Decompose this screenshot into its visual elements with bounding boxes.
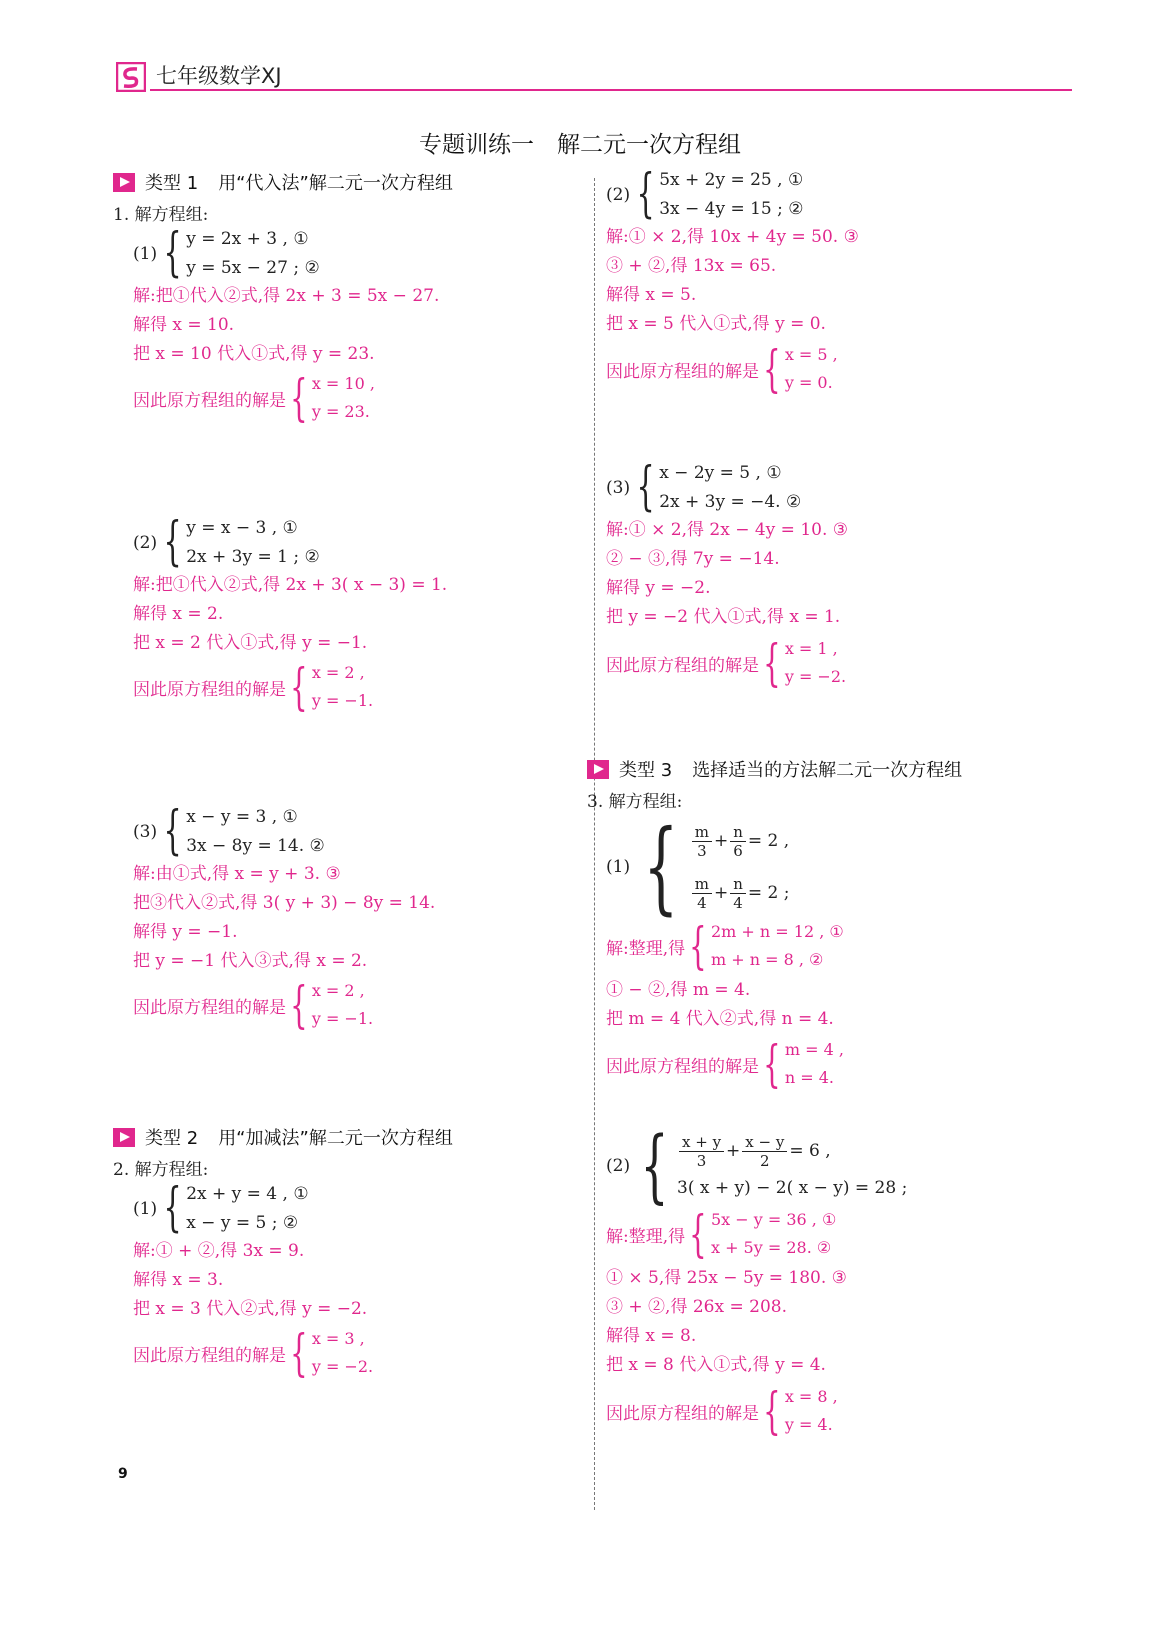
solution-step: 把 y = −2 代入①式,得 x = 1. — [606, 607, 841, 627]
left-brace-icon: { — [163, 801, 182, 862]
equation-system: (2) { 5x + 2y = 25 , ① 3x − 4y = 15 ; ② — [606, 164, 804, 225]
left-brace-icon: { — [643, 808, 679, 925]
solution-step: 解:由①式,得 x = y + 3. ③ — [133, 864, 341, 884]
equation-system: (1) { y = 2x + 3 , ① y = 5x − 27 ; ② — [133, 223, 320, 284]
solution-step: 把 x = 10 代入①式,得 y = 23. — [133, 344, 375, 364]
solution-step: 解得 x = 10. — [133, 315, 235, 335]
column-divider — [594, 178, 595, 1510]
solution-step: ① × 5,得 25x − 5y = 180. ③ — [606, 1268, 847, 1288]
left-brace-icon: { — [163, 1178, 182, 1239]
play-triangle-icon — [587, 760, 609, 779]
equation-system: (1) { $\frac{m}{3}$ + $\frac{n}{6}$ = 2 , $\frac{m}{4}$ + $\frac{n}{4}$ = 2 ; — [606, 808, 790, 925]
equation-system: (3) { x − y = 3 , ① 3x − 8y = 14. ② — [133, 801, 325, 862]
left-brace-icon: { — [689, 917, 707, 975]
section-heading-type1: 类型 1 用“代入法”解二元一次方程组 — [113, 169, 453, 195]
problem-prompt: 3. 解方程组: — [587, 792, 683, 812]
solution-step: 解:① + ②,得 3x = 9. — [133, 1241, 305, 1261]
header-title: 七年级数学XJ — [156, 64, 282, 88]
solution-step: 把 x = 2 代入①式,得 y = −1. — [133, 633, 368, 653]
equation-system: (1) { 2x + y = 4 , ① x − y = 5 ; ② — [133, 1178, 309, 1239]
section-heading-type2: 类型 2 用“加减法”解二元一次方程组 — [113, 1124, 453, 1150]
solution-step: 解:把①代入②式,得 2x + 3 = 5x − 27. — [133, 286, 440, 306]
left-brace-icon: { — [290, 976, 308, 1034]
solution-step: ② − ③,得 7y = −14. — [606, 549, 780, 569]
left-brace-icon: { — [763, 634, 781, 692]
left-brace-icon: { — [636, 164, 655, 225]
answer: 因此原方程组的解是 { x = 3 , y = −2. — [133, 1324, 374, 1382]
page-title: 专题训练一 解二元一次方程组 — [419, 132, 741, 158]
solution-step: 解得 x = 8. — [606, 1326, 697, 1346]
solution-step: 解得 x = 5. — [606, 285, 697, 305]
page-number: 9 — [118, 1466, 128, 1482]
header-rule — [150, 89, 1072, 91]
fraction: $\frac{n}{6}$ — [730, 823, 746, 860]
left-brace-icon: { — [640, 1118, 669, 1212]
solution-step: 解得 x = 2. — [133, 604, 224, 624]
solution-step: 解得 y = −1. — [133, 922, 238, 942]
answer: 因此原方程组的解是 { x = 10 , y = 23. — [133, 369, 375, 427]
solution-step: 把 m = 4 代入②式,得 n = 4. — [606, 1009, 834, 1029]
left-brace-icon: { — [163, 223, 182, 284]
left-brace-icon: { — [290, 1324, 308, 1382]
problem-prompt: 1. 解方程组: — [113, 205, 209, 225]
fraction: $\frac{m}{4}$ — [692, 875, 712, 912]
solution-step: ① − ②,得 m = 4. — [606, 980, 751, 1000]
solution-step: 解:① × 2,得 10x + 4y = 50. ③ — [606, 227, 859, 247]
answer: 因此原方程组的解是 { x = 8 , y = 4. — [606, 1382, 838, 1440]
section-heading-type3: 类型 3 选择适当的方法解二元一次方程组 — [587, 756, 962, 782]
left-brace-icon: { — [290, 658, 308, 716]
problem-prompt: 2. 解方程组: — [113, 1160, 209, 1180]
answer: 因此原方程组的解是 { x = 1 , y = −2. — [606, 634, 847, 692]
answer: 解:整理,得 { 5x − y = 36 , ① x + 5y = 28. ② — [606, 1205, 837, 1263]
equation-system: (3) { x − 2y = 5 , ① 2x + 3y = −4. ② — [606, 457, 802, 518]
solution-step: 解:把①代入②式,得 2x + 3( x − 3) = 1. — [133, 575, 448, 595]
solution-step: 解:① × 2,得 2x − 4y = 10. ③ — [606, 520, 849, 540]
solution-step: ③ + ②,得 13x = 65. — [606, 256, 777, 276]
left-brace-icon: { — [290, 369, 308, 427]
left-brace-icon: { — [689, 1205, 707, 1263]
answer: 因此原方程组的解是 { x = 2 , y = −1. — [133, 658, 374, 716]
solution-step: 解得 x = 3. — [133, 1270, 224, 1290]
solution-step: 把 x = 5 代入①式,得 y = 0. — [606, 314, 826, 334]
logo-icon — [116, 62, 146, 92]
solution-step: ③ + ②,得 26x = 208. — [606, 1297, 787, 1317]
left-brace-icon: { — [163, 512, 182, 573]
solution-step: 解得 y = −2. — [606, 578, 711, 598]
answer: 因此原方程组的解是 { x = 5 , y = 0. — [606, 340, 838, 398]
fraction: $\frac{x + y}{3}$ — [679, 1133, 724, 1170]
answer: 解:整理,得 { 2m + n = 12 , ① m + n = 8 , ② — [606, 917, 844, 975]
answer: 因此原方程组的解是 { x = 2 , y = −1. — [133, 976, 374, 1034]
left-brace-icon: { — [636, 457, 655, 518]
solution-step: 把 x = 8 代入①式,得 y = 4. — [606, 1355, 826, 1375]
fraction: $\frac{n}{4}$ — [730, 875, 746, 912]
solution-step: 把 y = −1 代入③式,得 x = 2. — [133, 951, 368, 971]
solution-step: 把③代入②式,得 3( y + 3) − 8y = 14. — [133, 893, 436, 913]
equation-system: (2) { $\frac{x + y}{3}$ + $\frac{x - y}{2}$ = 6 , 3( x + y) − 2( x − y) = 28 ; — [606, 1118, 908, 1212]
solution-step: 把 x = 3 代入②式,得 y = −2. — [133, 1299, 368, 1319]
answer: 因此原方程组的解是 { m = 4 , n = 4. — [606, 1035, 844, 1093]
left-brace-icon: { — [763, 340, 781, 398]
equation-system: (2) { y = x − 3 , ① 2x + 3y = 1 ; ② — [133, 512, 320, 573]
play-triangle-icon — [113, 1128, 135, 1147]
left-brace-icon: { — [763, 1035, 781, 1093]
left-brace-icon: { — [763, 1382, 781, 1440]
play-triangle-icon — [113, 173, 135, 192]
fraction: $\frac{x - y}{2}$ — [742, 1133, 787, 1170]
fraction: $\frac{m}{3}$ — [692, 823, 712, 860]
